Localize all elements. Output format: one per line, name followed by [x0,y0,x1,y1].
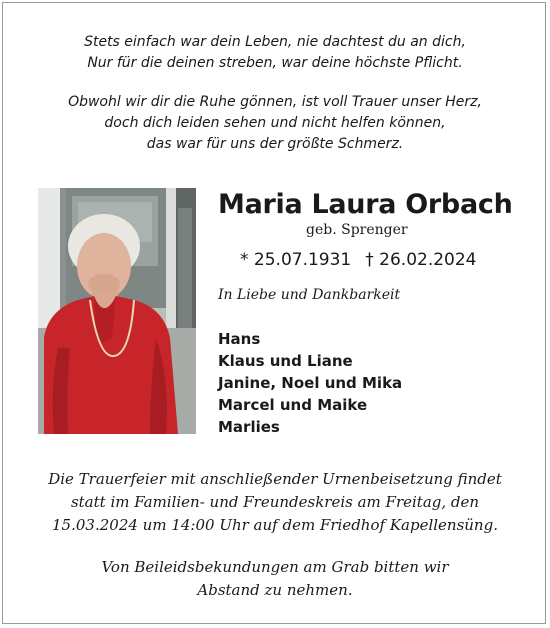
family-member: Marcel und Maike [218,396,368,414]
family-list [218,328,402,438]
birth-name: geb. Sprenger [306,222,408,238]
ceremony-line: statt im Familien- und Freundeskreis am Freitag, den [70,493,480,511]
portrait-photo [38,188,196,434]
condolence-line: Von Beileidsbekundungen am Grab bitten wir [101,558,449,576]
ceremony-notice [0,468,550,537]
poem-stanza-2 [0,92,550,155]
poem-stanza-1 [0,32,550,74]
condolence-notice [0,556,550,602]
family-member: Klaus und Liane [218,352,353,370]
family-member: Hans [218,330,261,348]
ceremony-line: Die Trauerfeier mit anschließender Urnenbeisetzung findet [48,470,502,488]
poem-line: doch dich leiden sehen und nicht helfen können, [104,115,446,131]
dedication-text: In Liebe und Dankbarkeit [218,287,401,303]
deceased-name: Maria Laura Orbach [218,189,513,220]
family-member: Marlies [218,418,280,436]
condolence-line: Abstand zu nehmen. [197,581,353,599]
life-dates [240,248,477,272]
birth-date: * 25.07.1931 [240,250,352,270]
poem-line: Nur für die deinen streben, war deine höchste Pflicht. [87,55,463,71]
poem-line: das war für uns der größte Schmerz. [146,136,404,152]
family-member: Janine, Noel und Mika [218,374,403,392]
poem-line: Obwohl wir dir die Ruhe gönnen, ist voll Trauer unser Herz, [68,94,482,110]
poem-line: Stets einfach war dein Leben, nie dachtest du an dich, [84,34,466,50]
ceremony-line: 15.03.2024 um 14:00 Uhr auf dem Friedhof Kapellensüng. [52,516,498,534]
death-date: † 26.02.2024 [365,250,477,270]
